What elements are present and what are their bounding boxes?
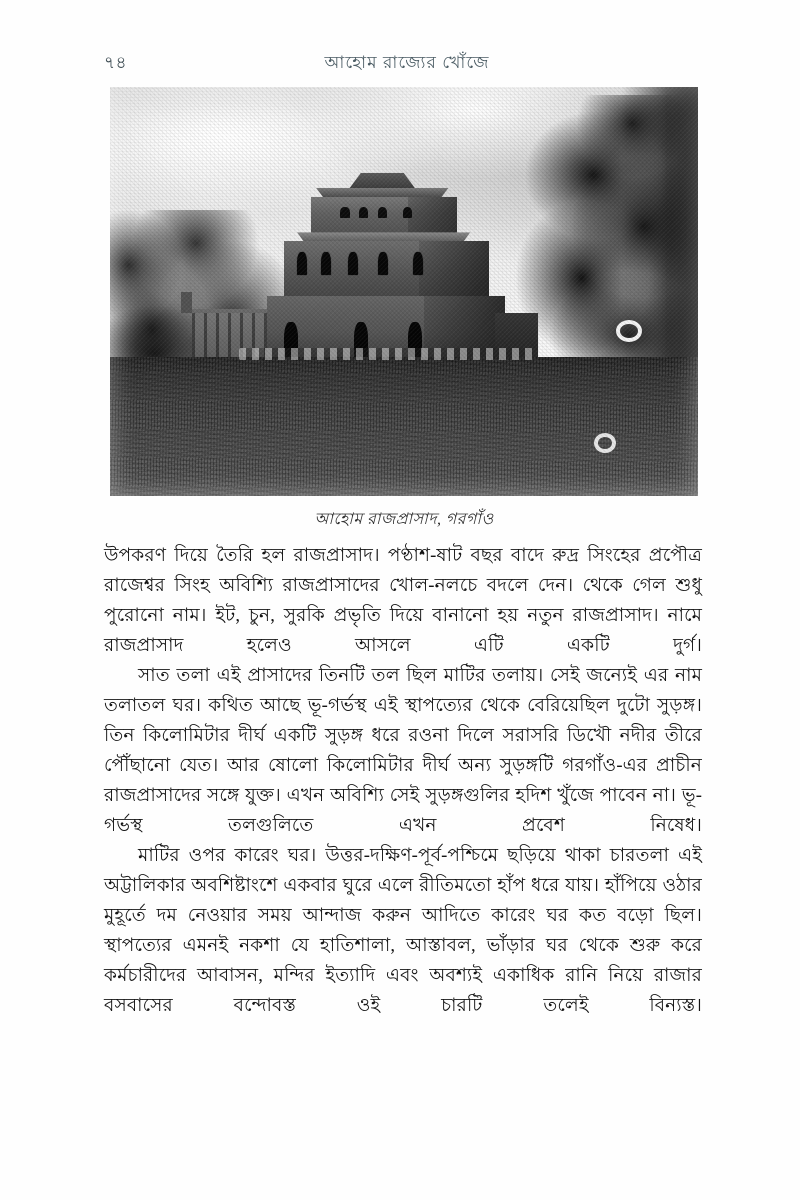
photo-blemish-lower xyxy=(594,433,616,453)
paragraph: সাত তলা এই প্রাসাদের তিনটি তল ছিল মাটির তলায়। সেই জন্যেই এর নাম তলাতল ঘর। কথিত আছে ভূ-গর্ভস্থ এই স্থাপত্যের থেকে বেরিয়েছিল দুটো সুড়ঙ্গ। তিন কিলোমিটার দীর্ঘ একটি সুড়ঙ্গ ধরে রওনা দিলে সরাসরি ডিখৌ নদীর তীরে পৌঁছানো যেত। আর ষোলো কিলোমিটার দীর্ঘ অন্য সুড়ঙ্গটি গরগাঁও-এর প্রাচীন রাজপ্রাসাদের সঙ্গে যুক্ত। এখন অবিশ্যি সেই সুড়ঙ্গগুলির হদিশ খুঁজে পাবেন না। ভূ-গর্ভস্থ তলগুলিতে এখন প্রবেশ নিষেধ। xyxy=(104,665,702,836)
palace-upper-shadow xyxy=(408,197,457,233)
grass-texture xyxy=(110,357,698,496)
palace-middle-window xyxy=(378,252,388,275)
palace-photograph xyxy=(110,87,698,496)
grass-field xyxy=(110,357,698,496)
figure-caption: আহোম রাজপ্রাসাদ, গরগাঁও xyxy=(314,511,494,528)
palace-chimney xyxy=(181,292,192,313)
tree-right-edge xyxy=(622,87,698,398)
palace-middle-window xyxy=(321,252,331,275)
page-number: ৭৪ xyxy=(104,53,128,72)
palace-middle-window xyxy=(413,252,423,275)
running-head xyxy=(104,50,696,78)
stone-rubble-line xyxy=(239,348,533,360)
paragraph: মাটির ওপর কারেং ঘর। উত্তর-দক্ষিণ-পূর্ব-পশ্চিমে ছড়িয়ে থাকা চারতলা এই অট্টালিকার অবশিষ্টাংশে একবার ঘুরে এলে রীতিমতো হাঁপ ধরে যায়। হাঁপিয়ে ওঠার মুহূর্তে দম নেওয়ার সময় আন্দাজ করুন আদিতে কারেং ঘর কত বড়ো ছিল। স্থাপত্যের এমনই নকশা যে হাতিশালা, আস্তাবল, ভাঁড়ার ঘর থেকে শুরু করে কর্মচারীদের আবাসন, মন্দির ইত্যাদি এবং অবশ্যই একাধিক রানি নিয়ে রাজার বসবাসের বন্দোবস্ত ওই চারটি তলেই বিন্যস্ত। xyxy=(104,845,702,1016)
body-text-block xyxy=(104,541,702,1021)
palace-upper-window xyxy=(378,207,387,218)
palace-middle-window xyxy=(297,252,307,275)
palace-middle-shadow xyxy=(419,241,489,296)
palace-middle-window xyxy=(348,252,358,275)
figure-ahom-palace xyxy=(110,87,698,496)
paragraph: উপকরণ দিয়ে তৈরি হল রাজপ্রাসাদ। পণ্ঠাশ-ষাট বছর বাদে রুদ্র সিংহের প্রপৌত্র রাজেশ্বর সিংহ অবিশ্যি রাজপ্রাসাদের খোল-নলচে বদলে দেন। থেকে গেল শুধু পুরোনো নাম। ইট, চুন, সুরকি প্রভৃতি দিয়ে বানানো হয় নতুন রাজপ্রাসাদ। নামে রাজপ্রাসাদ হলেও আসলে এটি একটি দুর্গ। xyxy=(104,545,702,656)
palace-upper-window xyxy=(340,207,349,218)
palace-upper-window xyxy=(359,207,368,218)
palace-roof xyxy=(338,173,427,190)
palace-upper-window xyxy=(403,207,412,218)
book-title-header: আহোম রাজ্যের খোঁজে xyxy=(324,53,490,72)
